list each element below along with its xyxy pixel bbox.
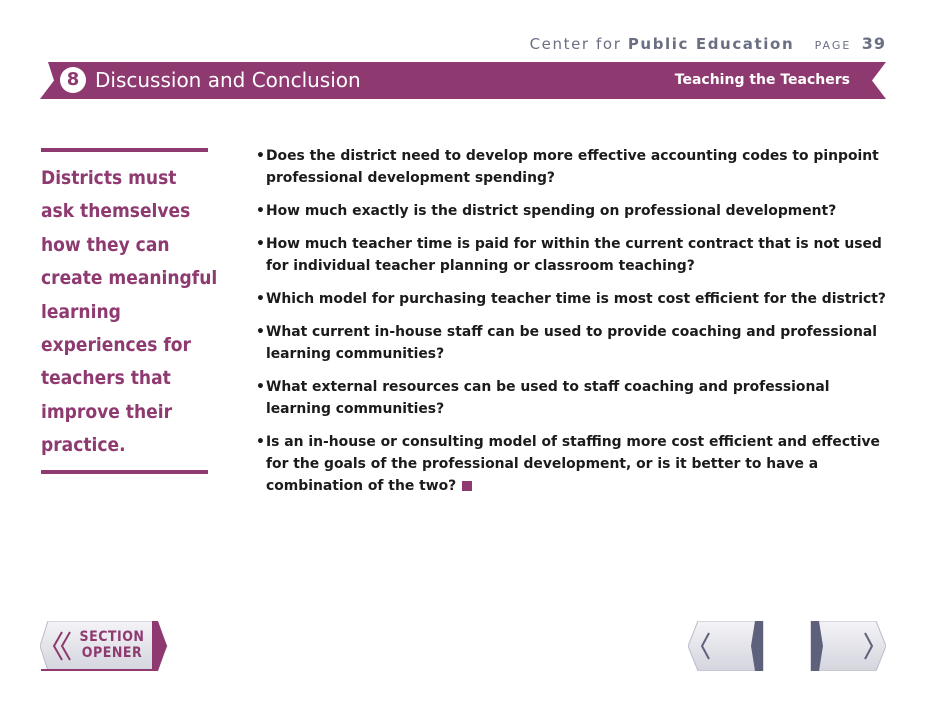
next-page-button[interactable] (810, 621, 886, 671)
previous-page-button[interactable] (688, 621, 764, 671)
question-item: • Which model for purchasing teacher time is most cost efficient for the district? (256, 288, 891, 310)
question-item: • How much exactly is the district spending on professional development? (256, 200, 891, 222)
pull-quote-line: teachers that (41, 367, 171, 390)
pull-quote-line: practice. (41, 434, 126, 457)
chapter-title: Discussion and Conclusion (95, 68, 361, 92)
publisher-name: Public Education (627, 35, 795, 53)
question-item: • How much teacher time is paid for within the current contract that is not used for individual teacher planning or classroom teaching? (256, 233, 891, 277)
publisher-prefix: Center for (529, 35, 622, 53)
pull-quote-line: ask themselves (41, 200, 191, 223)
pull-quote-line: improve their (41, 400, 172, 423)
pull-quote-line: create meaningful (41, 267, 218, 290)
pull-quote-line: Districts must (41, 167, 177, 189)
end-mark-icon (462, 481, 472, 491)
page-number: 39 (861, 34, 886, 53)
page-label: PAGE (814, 39, 852, 52)
pull-quote (41, 162, 219, 463)
pull-quote-line: learning (41, 300, 121, 323)
pull-quote-line: how they can (41, 233, 170, 256)
question-item: • What current in-house staff can be used to provide coaching and professional learning communities? (256, 321, 891, 365)
pull-quote-top-rule (41, 148, 208, 152)
chapter-number-badge: 8 (60, 67, 86, 93)
section-opener-label[interactable]: SECTION OPENER (79, 629, 145, 661)
question-item: • Does the district need to develop more effective accounting codes to pinpoint professional development spending? (256, 145, 891, 189)
question-list (256, 145, 891, 508)
running-header (530, 34, 886, 53)
pull-quote-bottom-rule (41, 470, 208, 474)
question-item: • Is an in-house or consulting model of staffing more cost efficient and effective for the goals of the professional development, or is it better to have a combination of the two? (256, 431, 891, 497)
pull-quote-line: experiences for (41, 334, 191, 357)
question-item: • What external resources can be used to staff coaching and professional learning communities? (256, 376, 891, 420)
report-title: Teaching the Teachers (674, 72, 850, 88)
